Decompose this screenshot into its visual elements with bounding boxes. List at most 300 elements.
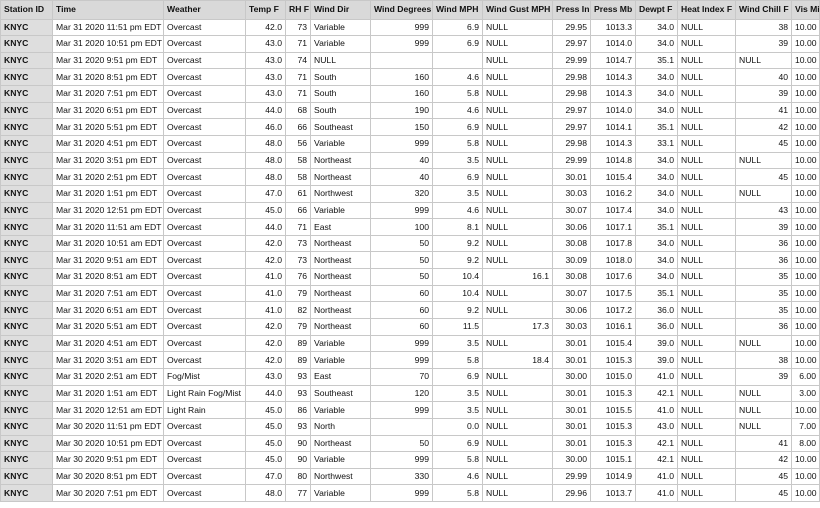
table-cell: 42.0 xyxy=(246,252,286,269)
table-cell: Overcast xyxy=(164,235,246,252)
table-cell: 41.0 xyxy=(636,468,678,485)
table-cell: NULL xyxy=(311,52,371,69)
table-row[interactable] xyxy=(1,169,820,186)
table-cell: Overcast xyxy=(164,152,246,169)
table-cell: 6.00 xyxy=(792,368,820,385)
table-cell: 10.00 xyxy=(792,302,820,319)
table-cell: 66 xyxy=(286,119,311,136)
table-cell: 999 xyxy=(371,485,433,502)
table-cell: 39 xyxy=(736,219,792,236)
table-cell: 6.9 xyxy=(433,368,483,385)
table-cell: Northeast xyxy=(311,285,371,302)
table-row[interactable] xyxy=(1,352,820,369)
table-cell: 1014.9 xyxy=(591,468,636,485)
table-cell: 999 xyxy=(371,352,433,369)
table-cell: 80 xyxy=(286,468,311,485)
table-cell: Northeast xyxy=(311,435,371,452)
table-cell: NULL xyxy=(678,119,736,136)
table-cell: KNYC xyxy=(1,52,53,69)
table-cell: 30.01 xyxy=(553,352,591,369)
table-cell: NULL xyxy=(483,119,553,136)
column-header-dewpt-f[interactable]: Dewpt F xyxy=(636,1,678,20)
table-row[interactable] xyxy=(1,335,820,352)
table-cell: NULL xyxy=(483,402,553,419)
table-cell: KNYC xyxy=(1,402,53,419)
table-cell: 10.00 xyxy=(792,219,820,236)
table-cell: KNYC xyxy=(1,485,53,502)
table-cell: 44.0 xyxy=(246,219,286,236)
table-cell: Overcast xyxy=(164,19,246,36)
table-cell: 29.95 xyxy=(553,19,591,36)
column-header-time[interactable]: Time xyxy=(53,1,164,20)
table-cell: NULL xyxy=(483,335,553,352)
table-cell: Mar 31 2020 10:51 pm EDT xyxy=(53,36,164,53)
table-cell: 1015.3 xyxy=(591,435,636,452)
table-row[interactable] xyxy=(1,252,820,269)
table-cell: Overcast xyxy=(164,302,246,319)
table-cell: 66 xyxy=(286,202,311,219)
table-header xyxy=(1,1,820,20)
table-row[interactable] xyxy=(1,402,820,419)
table-cell: KNYC xyxy=(1,435,53,452)
table-cell: NULL xyxy=(678,452,736,469)
table-cell xyxy=(433,52,483,69)
table-cell: 1015.4 xyxy=(591,335,636,352)
table-row[interactable] xyxy=(1,485,820,502)
table-cell: 45 xyxy=(736,135,792,152)
table-cell: 6.9 xyxy=(433,119,483,136)
table-cell: 1013.7 xyxy=(591,485,636,502)
table-row[interactable] xyxy=(1,135,820,152)
table-cell: 30.03 xyxy=(553,185,591,202)
column-header-press-mb[interactable]: Press Mb xyxy=(591,1,636,20)
table-cell: 10.00 xyxy=(792,352,820,369)
table-cell: Mar 30 2020 10:51 pm EDT xyxy=(53,435,164,452)
table-cell: Mar 31 2020 7:51 pm EDT xyxy=(53,86,164,103)
table-cell: 8.1 xyxy=(433,219,483,236)
table-cell: 30.03 xyxy=(553,319,591,336)
table-cell: Overcast xyxy=(164,52,246,69)
table-cell: 39 xyxy=(736,36,792,53)
table-cell: NULL xyxy=(678,19,736,36)
table-cell: NULL xyxy=(483,252,553,269)
table-cell: 30.01 xyxy=(553,169,591,186)
table-cell: 10.00 xyxy=(792,319,820,336)
column-header-wind-chill-f[interactable]: Wind Chill F xyxy=(736,1,792,20)
table-cell: 190 xyxy=(371,102,433,119)
table-cell: 5.8 xyxy=(433,452,483,469)
table-cell: 36 xyxy=(736,319,792,336)
table-row[interactable] xyxy=(1,219,820,236)
table-cell: KNYC xyxy=(1,319,53,336)
table-cell: NULL xyxy=(678,302,736,319)
table-row[interactable] xyxy=(1,285,820,302)
table-cell: 93 xyxy=(286,385,311,402)
table-cell: 30.07 xyxy=(553,202,591,219)
table-cell: KNYC xyxy=(1,285,53,302)
table-cell: KNYC xyxy=(1,69,53,86)
table-cell: KNYC xyxy=(1,418,53,435)
table-row[interactable] xyxy=(1,152,820,169)
table-cell: 73 xyxy=(286,235,311,252)
table-cell: 38 xyxy=(736,352,792,369)
table-cell: 86 xyxy=(286,402,311,419)
table-row[interactable] xyxy=(1,19,820,36)
table-row[interactable] xyxy=(1,86,820,103)
table-row[interactable] xyxy=(1,119,820,136)
table-cell: KNYC xyxy=(1,385,53,402)
table-cell: 90 xyxy=(286,435,311,452)
table-cell: Light Rain Fog/Mist xyxy=(164,385,246,402)
table-cell: NULL xyxy=(678,468,736,485)
table-row[interactable] xyxy=(1,302,820,319)
table-cell: NULL xyxy=(678,102,736,119)
table-cell: 6.9 xyxy=(433,435,483,452)
table-cell: Mar 31 2020 5:51 am EDT xyxy=(53,319,164,336)
table-cell: 1015.0 xyxy=(591,368,636,385)
table-cell: NULL xyxy=(678,285,736,302)
table-cell: 30.01 xyxy=(553,418,591,435)
column-header-temp-f[interactable]: Temp F xyxy=(246,1,286,20)
column-header-wind-mph[interactable]: Wind MPH xyxy=(433,1,483,20)
table-cell: NULL xyxy=(483,19,553,36)
table-cell: 9.2 xyxy=(433,302,483,319)
table-cell: South xyxy=(311,69,371,86)
table-cell: KNYC xyxy=(1,235,53,252)
table-cell: 30.08 xyxy=(553,269,591,286)
table-cell: Northeast xyxy=(311,269,371,286)
table-cell: NULL xyxy=(678,86,736,103)
table-cell: 39.0 xyxy=(636,352,678,369)
table-cell: Mar 31 2020 9:51 pm EDT xyxy=(53,52,164,69)
table-cell: 30.09 xyxy=(553,252,591,269)
table-cell: NULL xyxy=(483,152,553,169)
table-cell: Overcast xyxy=(164,102,246,119)
table-cell: 29.99 xyxy=(553,468,591,485)
table-cell: Overcast xyxy=(164,185,246,202)
table-cell: NULL xyxy=(678,335,736,352)
table-cell: 30.00 xyxy=(553,368,591,385)
table-cell: 10.00 xyxy=(792,86,820,103)
table-cell: 3.5 xyxy=(433,385,483,402)
table-cell: Mar 31 2020 5:51 pm EDT xyxy=(53,119,164,136)
table-cell: NULL xyxy=(483,452,553,469)
table-cell: 41.0 xyxy=(246,285,286,302)
table-cell: KNYC xyxy=(1,185,53,202)
table-cell: 39.0 xyxy=(636,335,678,352)
table-cell: KNYC xyxy=(1,468,53,485)
table-row[interactable] xyxy=(1,202,820,219)
table-cell: Mar 30 2020 8:51 pm EDT xyxy=(53,468,164,485)
table-cell: 8.00 xyxy=(792,435,820,452)
table-cell: 1014.1 xyxy=(591,119,636,136)
table-cell: NULL xyxy=(736,152,792,169)
table-cell: 10.00 xyxy=(792,185,820,202)
table-cell: NULL xyxy=(483,219,553,236)
table-cell: 42 xyxy=(736,452,792,469)
column-header-weather[interactable]: Weather xyxy=(164,1,246,20)
table-cell: NULL xyxy=(483,368,553,385)
table-cell: 35.1 xyxy=(636,119,678,136)
table-cell: 3.5 xyxy=(433,152,483,169)
table-cell: KNYC xyxy=(1,119,53,136)
table-cell: NULL xyxy=(483,302,553,319)
column-header-station-id[interactable]: Station ID xyxy=(1,1,53,20)
column-header-wind-dir[interactable]: Wind Dir xyxy=(311,1,371,20)
table-cell: 34.0 xyxy=(636,269,678,286)
table-cell: 34.0 xyxy=(636,36,678,53)
column-header-rh-f[interactable]: RH F xyxy=(286,1,311,20)
table-cell: Mar 31 2020 10:51 am EDT xyxy=(53,235,164,252)
table-cell: 10.00 xyxy=(792,119,820,136)
table-cell: Mar 31 2020 2:51 am EDT xyxy=(53,368,164,385)
table-cell: NULL xyxy=(736,185,792,202)
table-cell: KNYC xyxy=(1,302,53,319)
table-cell: Northeast xyxy=(311,169,371,186)
table-cell: 43.0 xyxy=(246,86,286,103)
table-cell: NULL xyxy=(736,385,792,402)
table-cell: 1015.1 xyxy=(591,452,636,469)
table-cell: 1014.8 xyxy=(591,152,636,169)
table-cell: 1014.0 xyxy=(591,36,636,53)
table-cell: 1015.5 xyxy=(591,402,636,419)
table-cell: Overcast xyxy=(164,269,246,286)
table-cell: 30.08 xyxy=(553,235,591,252)
table-cell: 3.5 xyxy=(433,402,483,419)
table-cell: 48.0 xyxy=(246,485,286,502)
table-cell: NULL xyxy=(678,402,736,419)
table-cell: 11.5 xyxy=(433,319,483,336)
table-row[interactable] xyxy=(1,468,820,485)
table-cell: 1014.3 xyxy=(591,86,636,103)
table-cell: 77 xyxy=(286,485,311,502)
table-cell: 34.0 xyxy=(636,252,678,269)
table-cell: Mar 30 2020 11:51 pm EDT xyxy=(53,418,164,435)
table-cell: 10.00 xyxy=(792,402,820,419)
table-cell: Mar 31 2020 1:51 pm EDT xyxy=(53,185,164,202)
table-cell: 29.96 xyxy=(553,485,591,502)
table-cell: 10.00 xyxy=(792,252,820,269)
table-cell: 41.0 xyxy=(246,269,286,286)
table-cell: 35 xyxy=(736,302,792,319)
table-row[interactable] xyxy=(1,385,820,402)
table-cell: 1017.5 xyxy=(591,285,636,302)
table-cell: 18.4 xyxy=(483,352,553,369)
table-cell: 41.0 xyxy=(246,302,286,319)
table-cell: KNYC xyxy=(1,135,53,152)
table-row[interactable] xyxy=(1,36,820,53)
table-cell: Northeast xyxy=(311,302,371,319)
table-cell: 48.0 xyxy=(246,169,286,186)
column-header-wind-degrees[interactable]: Wind Degrees xyxy=(371,1,433,20)
table-cell: Mar 31 2020 1:51 am EDT xyxy=(53,385,164,402)
table-cell: Variable xyxy=(311,19,371,36)
table-row[interactable] xyxy=(1,185,820,202)
table-cell: 10.00 xyxy=(792,69,820,86)
table-cell: Mar 31 2020 4:51 am EDT xyxy=(53,335,164,352)
table-cell: 68 xyxy=(286,102,311,119)
table-cell: 89 xyxy=(286,335,311,352)
table-cell: 9.2 xyxy=(433,252,483,269)
table-cell: 999 xyxy=(371,202,433,219)
table-cell: Overcast xyxy=(164,252,246,269)
table-cell: 999 xyxy=(371,402,433,419)
table-cell: 44.0 xyxy=(246,102,286,119)
table-cell: 10.00 xyxy=(792,52,820,69)
table-cell: 120 xyxy=(371,385,433,402)
table-cell: 71 xyxy=(286,36,311,53)
table-row[interactable] xyxy=(1,368,820,385)
table-row[interactable] xyxy=(1,52,820,69)
table-cell: South xyxy=(311,102,371,119)
table-cell: 29.98 xyxy=(553,86,591,103)
table-cell: 29.97 xyxy=(553,36,591,53)
table-cell: 30.06 xyxy=(553,302,591,319)
table-cell: 30.06 xyxy=(553,219,591,236)
table-cell: 34.0 xyxy=(636,152,678,169)
table-row[interactable] xyxy=(1,452,820,469)
table-cell: 36 xyxy=(736,252,792,269)
table-cell: 160 xyxy=(371,86,433,103)
table-cell: 30.01 xyxy=(553,435,591,452)
header-row xyxy=(1,1,820,20)
table-cell: 43 xyxy=(736,202,792,219)
column-header-vis-mi[interactable]: Vis Mi xyxy=(792,1,820,20)
table-cell xyxy=(371,52,433,69)
table-cell: 30.01 xyxy=(553,335,591,352)
table-cell: 1018.0 xyxy=(591,252,636,269)
table-cell: 1014.0 xyxy=(591,102,636,119)
table-cell: 10.00 xyxy=(792,452,820,469)
table-row[interactable] xyxy=(1,435,820,452)
table-cell: 10.00 xyxy=(792,285,820,302)
table-cell: 6.9 xyxy=(433,36,483,53)
table-cell: 3.00 xyxy=(792,385,820,402)
table-cell: 73 xyxy=(286,252,311,269)
table-cell: KNYC xyxy=(1,219,53,236)
table-cell: 7.00 xyxy=(792,418,820,435)
table-cell: Overcast xyxy=(164,69,246,86)
table-cell: Overcast xyxy=(164,36,246,53)
table-cell: 33.1 xyxy=(636,135,678,152)
table-cell: Light Rain xyxy=(164,402,246,419)
table-cell: 79 xyxy=(286,319,311,336)
table-row[interactable] xyxy=(1,69,820,86)
table-cell: NULL xyxy=(678,169,736,186)
table-cell: NULL xyxy=(678,368,736,385)
table-cell: 999 xyxy=(371,36,433,53)
table-cell: 1017.2 xyxy=(591,302,636,319)
table-cell: 39 xyxy=(736,368,792,385)
table-cell: 41 xyxy=(736,435,792,452)
table-cell: 5.8 xyxy=(433,352,483,369)
table-cell: North xyxy=(311,418,371,435)
column-header-heat-index-f[interactable]: Heat Index F xyxy=(678,1,736,20)
table-cell: Overcast xyxy=(164,119,246,136)
table-cell: 90 xyxy=(286,452,311,469)
table-cell: KNYC xyxy=(1,368,53,385)
column-header-press-in[interactable]: Press In xyxy=(553,1,591,20)
table-cell: 10.00 xyxy=(792,468,820,485)
table-row[interactable] xyxy=(1,235,820,252)
table-cell: 45.0 xyxy=(246,452,286,469)
table-cell: KNYC xyxy=(1,36,53,53)
column-header-wind-gust-mph[interactable]: Wind Gust MPH xyxy=(483,1,553,20)
table-cell: Mar 31 2020 8:51 pm EDT xyxy=(53,69,164,86)
table-cell: 5.8 xyxy=(433,86,483,103)
table-cell: 40 xyxy=(371,169,433,186)
table-cell: 1015.4 xyxy=(591,169,636,186)
table-cell: 35.1 xyxy=(636,219,678,236)
table-cell: 50 xyxy=(371,435,433,452)
table-cell: NULL xyxy=(678,319,736,336)
table-cell: NULL xyxy=(678,69,736,86)
table-cell: 1014.7 xyxy=(591,52,636,69)
table-body xyxy=(1,19,820,502)
table-cell: Mar 31 2020 8:51 am EDT xyxy=(53,269,164,286)
table-cell: 36 xyxy=(736,235,792,252)
table-cell: KNYC xyxy=(1,19,53,36)
table-cell: 61 xyxy=(286,185,311,202)
table-cell: 42.0 xyxy=(246,235,286,252)
table-cell: NULL xyxy=(736,335,792,352)
table-cell: Overcast xyxy=(164,169,246,186)
table-row[interactable] xyxy=(1,418,820,435)
table-cell: 999 xyxy=(371,19,433,36)
table-cell: KNYC xyxy=(1,202,53,219)
table-cell: NULL xyxy=(678,269,736,286)
table-cell: NULL xyxy=(678,135,736,152)
table-cell: 30.00 xyxy=(553,452,591,469)
table-cell: 4.6 xyxy=(433,69,483,86)
table-cell: Overcast xyxy=(164,435,246,452)
table-row[interactable] xyxy=(1,319,820,336)
table-cell: Mar 31 2020 6:51 am EDT xyxy=(53,302,164,319)
table-cell: NULL xyxy=(483,36,553,53)
table-cell: Variable xyxy=(311,36,371,53)
table-cell: 10.00 xyxy=(792,169,820,186)
table-cell: 999 xyxy=(371,335,433,352)
table-cell: Northeast xyxy=(311,152,371,169)
table-cell: 43.0 xyxy=(246,69,286,86)
table-cell: 41.0 xyxy=(636,368,678,385)
table-cell: Variable xyxy=(311,335,371,352)
table-cell: Mar 31 2020 9:51 am EDT xyxy=(53,252,164,269)
table-cell: 42.0 xyxy=(246,352,286,369)
table-cell: 330 xyxy=(371,468,433,485)
table-cell: 29.97 xyxy=(553,102,591,119)
table-cell: NULL xyxy=(678,235,736,252)
table-cell: 1016.2 xyxy=(591,185,636,202)
table-cell: KNYC xyxy=(1,335,53,352)
table-cell: 10.4 xyxy=(433,269,483,286)
table-cell: 35 xyxy=(736,269,792,286)
table-cell: 50 xyxy=(371,252,433,269)
table-cell: 4.6 xyxy=(433,468,483,485)
table-row[interactable] xyxy=(1,102,820,119)
table-cell: 39 xyxy=(736,86,792,103)
table-cell: NULL xyxy=(483,385,553,402)
table-cell: 10.00 xyxy=(792,485,820,502)
table-row[interactable] xyxy=(1,269,820,286)
table-cell: 29.99 xyxy=(553,152,591,169)
table-cell: 30.01 xyxy=(553,385,591,402)
table-cell: 1017.6 xyxy=(591,269,636,286)
table-cell: KNYC xyxy=(1,152,53,169)
table-cell: NULL xyxy=(678,219,736,236)
table-cell: KNYC xyxy=(1,269,53,286)
table-cell: Variable xyxy=(311,202,371,219)
